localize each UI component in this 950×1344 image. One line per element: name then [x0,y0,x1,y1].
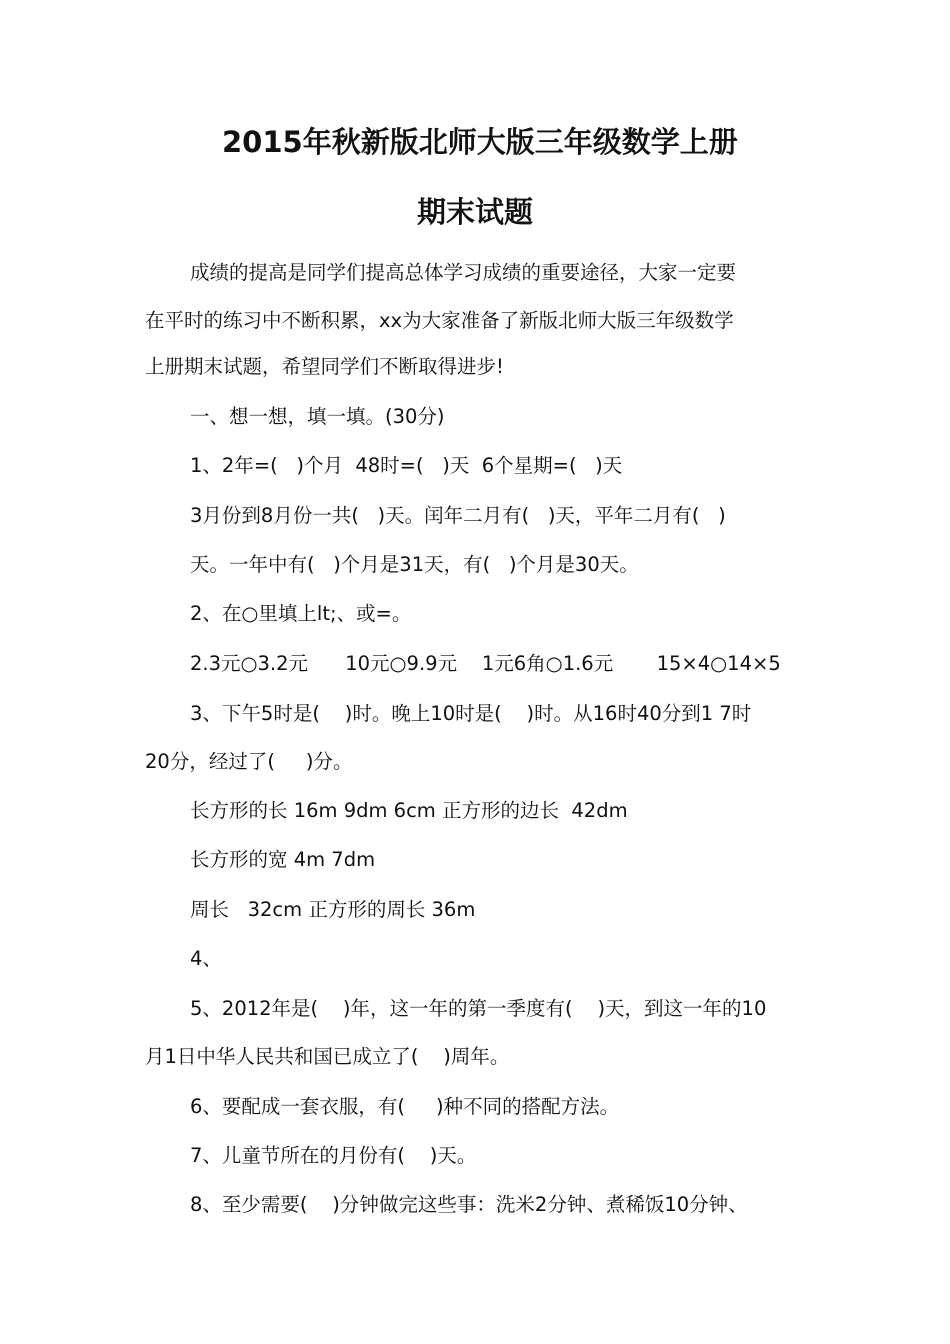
question-2-items: 2.3元○3.2元 10元○9.9元 1元6角○1.6元 15×4○14×5 [190,652,781,675]
question-7: 7、儿童节所在的月份有( )天。 [190,1144,477,1167]
question-5-line-1: 5、2012年是( )年，这一年的第一季度有( )天，到这一年的10 [190,997,767,1020]
question-3-line-1: 3、下午5时是( )时。晚上10时是( )时。从16时40分到1 7时 [190,702,752,725]
shape-line-1: 长方形的长 16m 9dm 6cm 正方形的边长 42dm [190,799,628,822]
document-title-line-2: 期末试题 [416,195,533,229]
intro-line-2: 在平时的练习中不断积累，xx为大家准备了新版北师大版三年级数学 [145,309,734,332]
intro-line-3: 上册期末试题，希望同学们不断取得进步! [145,355,504,378]
document-title-line-1: 2015年秋新版北师大版三年级数学上册 [222,125,738,159]
question-1-line-1: 1、2年=( )个月 48时=( )天 6个星期=( )天 [190,454,623,477]
shape-line-3: 周长 32cm 正方形的周长 36m [190,898,476,921]
shape-line-2: 长方形的宽 4m 7dm [190,848,376,871]
question-4: 4、 [190,947,222,970]
question-1-line-2: 3月份到8月份一共( )天。闰年二月有( )天，平年二月有( ) [190,504,726,527]
question-6: 6、要配成一套衣服，有( )种不同的搭配方法。 [190,1095,620,1118]
section-heading: 一、想一想，填一填。(30分) [190,405,445,428]
question-5-line-2: 月1日中华人民共和国已成立了( )周年。 [145,1045,510,1068]
intro-line-1: 成绩的提高是同学们提高总体学习成绩的重要途径，大家一定要 [190,261,737,284]
question-2-prompt: 2、在○里填上lt;、或=。 [190,602,412,625]
question-8: 8、至少需要( )分钟做完这些事：洗米2分钟、煮稀饭10分钟、 [190,1193,748,1216]
question-1-line-3: 天。一年中有( )个月是31天，有( )个月是30天。 [190,553,639,576]
question-3-line-2: 20分，经过了( )分。 [145,750,353,773]
